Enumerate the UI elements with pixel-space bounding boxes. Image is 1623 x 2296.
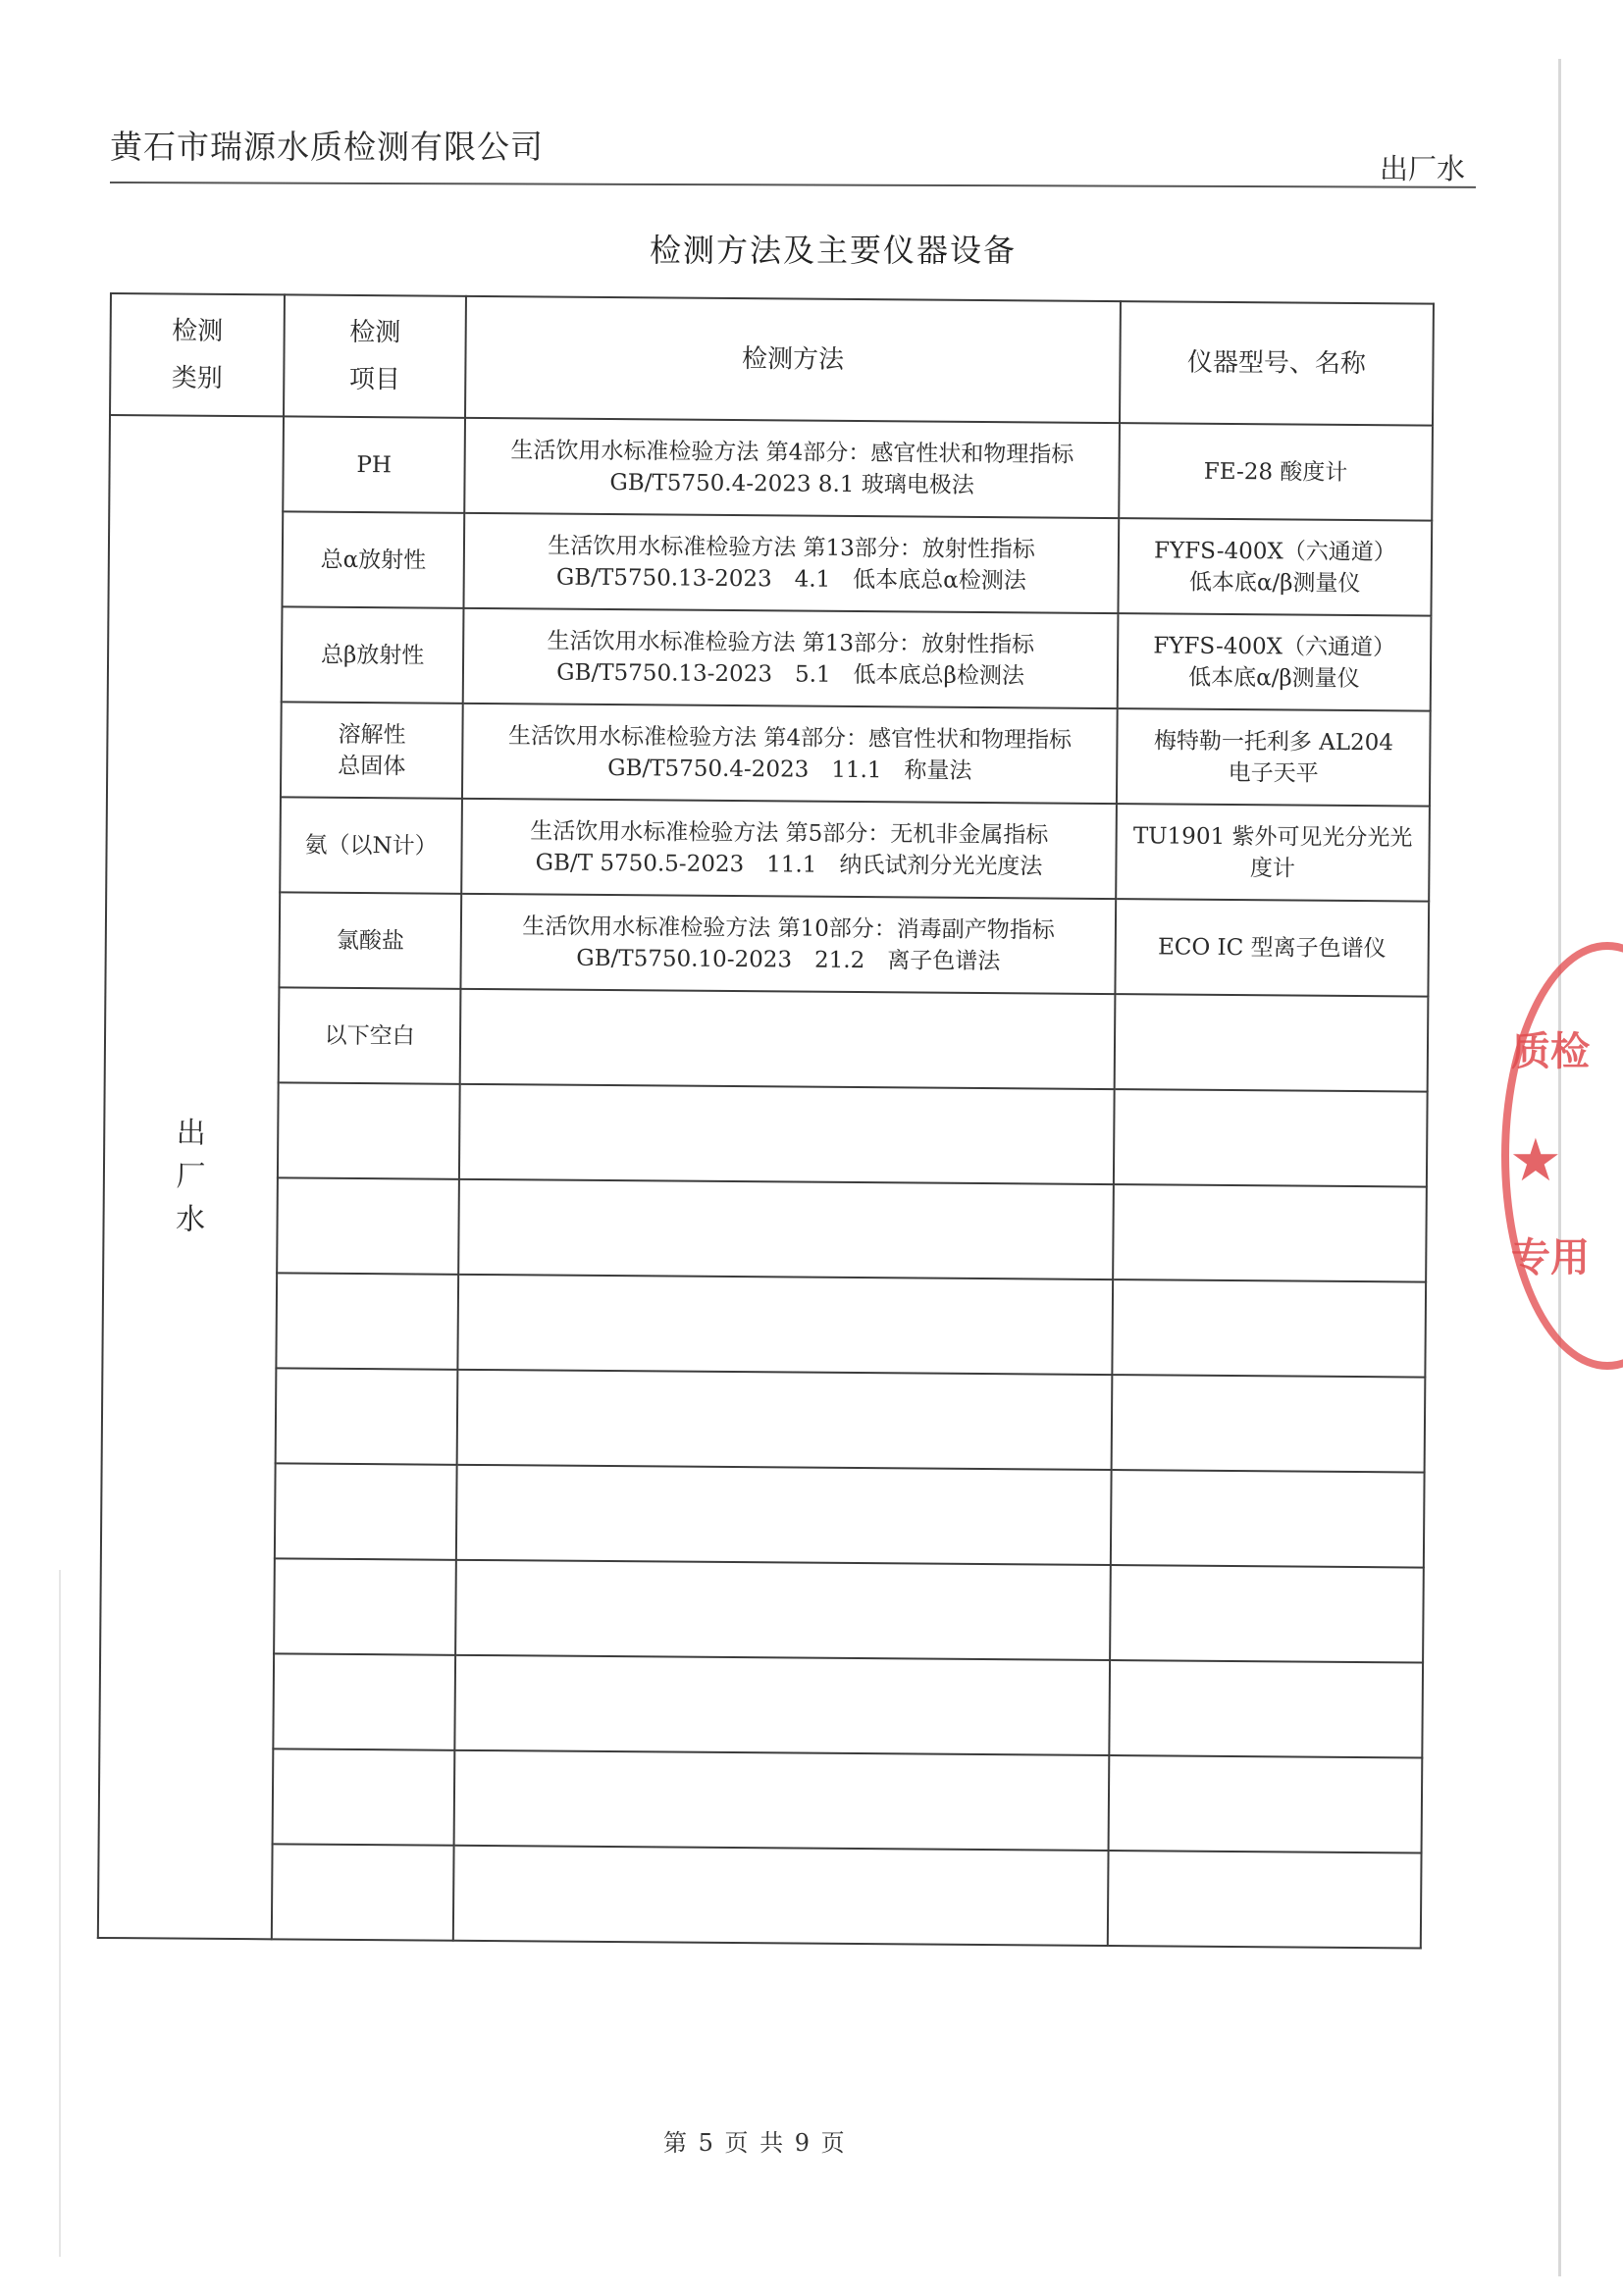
- method-line: GB/T5750.13-2023 4.1 低本底总α检测法: [555, 564, 1026, 594]
- item-text: PH: [356, 451, 393, 478]
- table-row: [108, 510, 1432, 616]
- method-line: 生活饮用水标准检验方法 第5部分：无机非金属指标: [530, 817, 1049, 849]
- table-row: [107, 701, 1431, 807]
- blank-cell: [455, 1560, 1111, 1660]
- blank-cell: [456, 1465, 1112, 1565]
- instrument-line: 低本底α/β测量仪: [1188, 664, 1360, 692]
- blank-row: [99, 1652, 1423, 1758]
- method-line: 生活饮用水标准检验方法 第4部分：感官性状和物理指标: [510, 437, 1074, 468]
- blank-cell: [277, 1177, 459, 1274]
- instrument-line: FYFS-400X（六通道）: [1153, 537, 1396, 565]
- seal-text-bottom: 专用: [1511, 1235, 1590, 1280]
- item-cell: [283, 416, 465, 512]
- blank-cell: [1108, 1851, 1422, 1949]
- blank-cell: [1109, 1755, 1423, 1853]
- header-category-line1: 检测: [172, 316, 224, 346]
- instrument-cell: [1118, 518, 1432, 616]
- blank-row: [102, 1272, 1426, 1378]
- item-cell: [280, 797, 462, 893]
- blank-row: [100, 1557, 1424, 1663]
- blank-cell: [276, 1368, 458, 1464]
- instrument-line: 度计: [1249, 855, 1296, 882]
- header-item-line1: 检测: [349, 317, 401, 348]
- method-cell: [462, 704, 1118, 804]
- company-name: 黄石市瑞源水质检测有限公司: [110, 128, 544, 166]
- item-text: 总β放射性: [320, 642, 425, 669]
- method-line: 生活饮用水标准检验方法 第13部分：放射性指标: [547, 628, 1035, 657]
- instrument-cell: [1115, 994, 1429, 1092]
- header-category-line2: 类别: [171, 363, 223, 393]
- category-char: 厂: [176, 1159, 206, 1194]
- item-text: 以下空白: [324, 1022, 415, 1049]
- header-instrument: 仪器型号、名称: [1120, 301, 1434, 426]
- item-cell: [281, 702, 463, 798]
- page-edge-left: [59, 1570, 61, 2257]
- table-row: [108, 605, 1432, 711]
- document-title: 检测方法及主要仪器设备: [650, 232, 1018, 269]
- item-text: 氯酸盐: [336, 927, 405, 954]
- method-line: GB/T5750.13-2023 5.1 低本底总β检测法: [556, 659, 1024, 689]
- blank-cell: [273, 1748, 455, 1845]
- seal-text-top: 质检: [1511, 1029, 1590, 1074]
- method-cell: [460, 989, 1116, 1089]
- blank-cell: [1114, 1089, 1428, 1187]
- seal-star-icon: ★: [1509, 1126, 1562, 1195]
- instrument-line: 低本底α/β测量仪: [1188, 569, 1361, 597]
- blank-cell: [458, 1179, 1114, 1279]
- blank-cell: [278, 1082, 460, 1178]
- table-row: [109, 415, 1433, 521]
- instrument-line: 电子天平: [1228, 759, 1319, 787]
- category-char: 出: [176, 1116, 206, 1151]
- blank-row: [103, 1176, 1427, 1282]
- page-number: 第 5 页 共 9 页: [663, 2129, 847, 2157]
- header-category: [110, 293, 285, 416]
- instrument-line: ECO IC 型离子色谱仪: [1157, 933, 1387, 962]
- blank-cell: [458, 1275, 1114, 1375]
- table-header-row: [110, 293, 1434, 426]
- method-cell: [461, 799, 1117, 899]
- header-divider: [110, 182, 1476, 188]
- item-cell: [279, 892, 461, 988]
- method-cell: [461, 894, 1117, 994]
- blank-row: [101, 1462, 1425, 1568]
- methods-table: [97, 292, 1435, 1950]
- blank-cell: [273, 1653, 455, 1749]
- blank-cell: [1112, 1375, 1426, 1473]
- sample-type-label: 出厂水: [1380, 152, 1466, 185]
- method-line: GB/T5750.4-2023 8.1 玻璃电极法: [609, 469, 974, 498]
- blank-cell: [453, 1846, 1109, 1946]
- item-text: 总α放射性: [320, 547, 427, 574]
- blank-cell: [459, 1084, 1115, 1184]
- instrument-line: TU1901 紫外可见光分光光: [1132, 822, 1413, 851]
- blank-cell: [272, 1844, 454, 1940]
- method-cell: [464, 418, 1120, 518]
- category-cell: [98, 415, 284, 1939]
- item-cell: [282, 606, 464, 703]
- item-cell: [279, 987, 461, 1083]
- blank-cell: [276, 1273, 458, 1369]
- category-char: 水: [175, 1202, 206, 1237]
- item-text: 溶解性: [338, 721, 406, 748]
- blank-cell: [457, 1370, 1113, 1470]
- item-text: 总固体: [338, 753, 406, 779]
- instrument-cell: [1118, 613, 1432, 711]
- blank-row: [99, 1748, 1423, 1853]
- instrument-line: FYFS-400X（六通道）: [1153, 632, 1396, 660]
- table-row: [105, 891, 1429, 997]
- item-text: 氨（以N计）: [304, 832, 438, 860]
- instrument-cell: [1117, 708, 1431, 807]
- blank-cell: [454, 1750, 1110, 1851]
- table-row: [105, 986, 1429, 1092]
- method-line: GB/T5750.10-2023 21.2 离子色谱法: [576, 945, 1001, 974]
- item-cell: [282, 511, 464, 607]
- method-cell: [463, 608, 1119, 708]
- table-row: [106, 796, 1430, 902]
- blank-cell: [455, 1655, 1111, 1755]
- blank-cell: [1112, 1279, 1426, 1378]
- method-line: 生活饮用水标准检验方法 第13部分：放射性指标: [548, 533, 1035, 562]
- blank-row: [98, 1843, 1422, 1949]
- instrument-line: FE-28 酸度计: [1203, 458, 1348, 486]
- blank-cell: [274, 1558, 456, 1654]
- methods-table-container: [97, 292, 1435, 1981]
- method-line: 生活饮用水标准检验方法 第10部分：消毒副产物指标: [522, 913, 1055, 944]
- table-body: [98, 415, 1433, 1949]
- instrument-line: 梅特勒一托利多 AL204: [1153, 727, 1394, 756]
- blank-row: [104, 1081, 1428, 1187]
- blank-cell: [1110, 1565, 1424, 1663]
- method-line: GB/T 5750.5-2023 11.1 纳氏试剂分光光度法: [535, 849, 1043, 879]
- blank-cell: [1111, 1470, 1425, 1568]
- blank-cell: [275, 1463, 457, 1559]
- instrument-cell: [1115, 899, 1429, 997]
- header-method: 检测方法: [465, 296, 1121, 423]
- header-item-line2: 项目: [348, 364, 401, 395]
- blank-cell: [1109, 1660, 1423, 1758]
- header-item: [284, 294, 466, 417]
- method-line: GB/T5750.4-2023 11.1 称量法: [607, 755, 972, 784]
- blank-cell: [1113, 1184, 1427, 1282]
- instrument-cell: [1116, 804, 1430, 902]
- method-cell: [464, 513, 1120, 613]
- blank-row: [102, 1367, 1426, 1473]
- instrument-cell: [1119, 423, 1433, 521]
- method-line: 生活饮用水标准检验方法 第4部分：感官性状和物理指标: [507, 722, 1073, 754]
